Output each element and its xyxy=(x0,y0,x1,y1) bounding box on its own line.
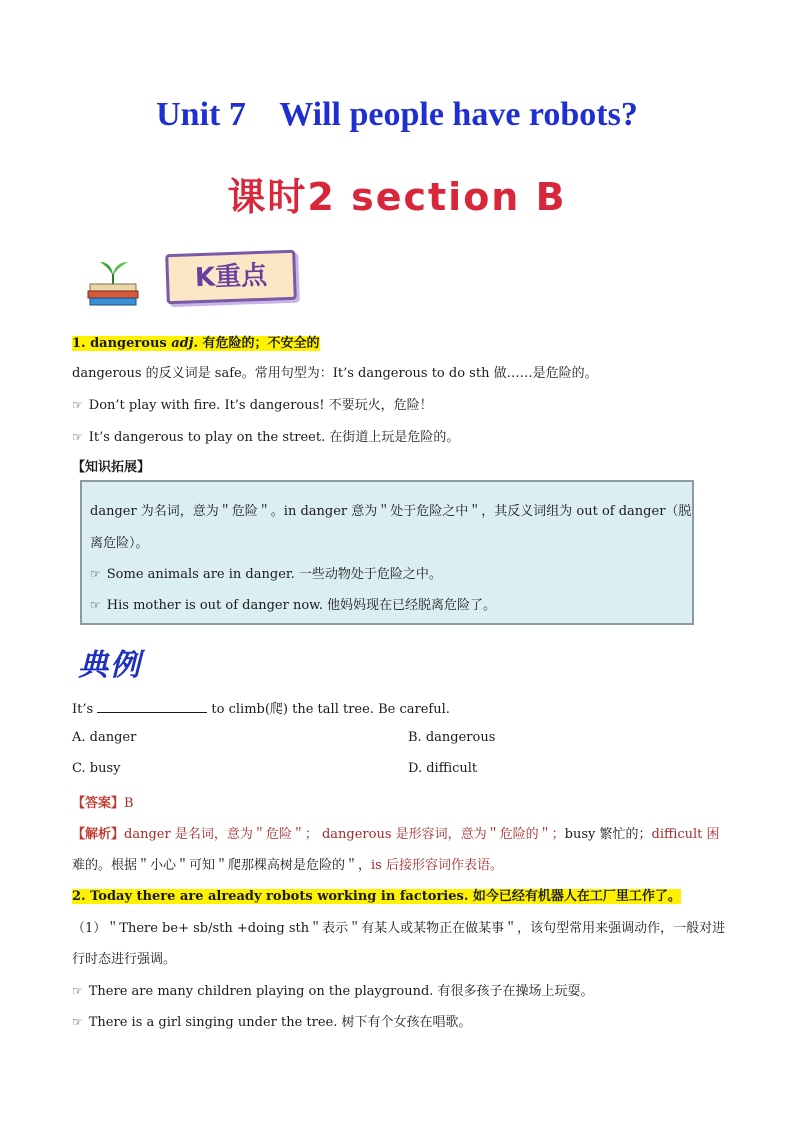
pointing-hand-icon: ☞ xyxy=(72,398,83,412)
item1-heading: 1. dangerous adj. 有危险的；不安全的 xyxy=(72,336,320,351)
box-example-1: ☞ Some animals are in danger. 一些动物处于危险之中。 xyxy=(90,567,442,582)
analysis-line-1: 【解析】danger 是名词，意为＂危险＂； dangerous 是形容词，意为＂危险的＂；busy 繁忙的；difficult 困 xyxy=(72,827,720,842)
pointing-hand-icon: ☞ xyxy=(90,598,101,612)
knowledge-extension-label: 【知识拓展】 xyxy=(72,460,151,475)
knowledge-extension-box xyxy=(80,480,694,625)
pointing-hand-icon: ☞ xyxy=(72,1015,83,1029)
item2-note-1: （1）＂There be+ sb/sth +doing sth＂表示＂有某人或某物正在做某事＂，该句型常用来强调动作，一般对进 xyxy=(72,921,726,936)
item1-note: dangerous 的反义词是 safe。常用句型为：It’s dangerous to do sth 做……是危险的。 xyxy=(72,366,598,381)
item1-example-2: ☞ It’s dangerous to play on the street. 在街道上玩是危险的。 xyxy=(72,430,460,445)
box-example-2: ☞ His mother is out of danger now. 他妈妈现在已经脱离危险了。 xyxy=(90,598,496,613)
option-b: B. dangerous xyxy=(408,730,496,745)
box-line-1: danger 为名词，意为＂危险＂。in danger 意为＂处于危险之中＂，其反义词组为 out of danger（脱 xyxy=(90,504,692,519)
item2-heading: 2. Today there are already robots working in factories. 如今已经有机器人在工厂里工作了。 xyxy=(72,889,681,904)
item2-example-1: ☞ There are many children playing on the playground. 有很多孩子在操场上玩耍。 xyxy=(72,984,594,999)
pointing-hand-icon: ☞ xyxy=(72,430,83,444)
item2-example-2: ☞ There is a girl singing under the tree. 树下有个女孩在唱歌。 xyxy=(72,1015,472,1030)
question-sentence: It’s to climb(爬) the tall tree. Be careful. xyxy=(72,702,450,717)
books-icon xyxy=(86,256,140,308)
answer-blank xyxy=(97,700,207,713)
item1-example-1: ☞ Don’t play with fire. It’s dangerous! 不要玩火，危险！ xyxy=(72,398,433,413)
pointing-hand-icon: ☞ xyxy=(90,567,101,581)
analysis-line-2: 难的。根据＂小心＂可知＂爬那棵高树是危险的＂，is 后接形容词作表语。 xyxy=(72,858,503,873)
option-d: D. difficult xyxy=(408,761,478,776)
page-subtitle: 课时2 section B xyxy=(227,175,567,219)
answer-line: 【答案】B xyxy=(72,796,134,811)
box-line-2: 离危险）。 xyxy=(90,536,149,551)
pointing-hand-icon: ☞ xyxy=(72,984,83,998)
example-logo: 典例 xyxy=(78,648,142,683)
page-title: Unit 7 Will people have robots? xyxy=(156,96,638,133)
item2-note-2: 行时态进行强调。 xyxy=(72,952,177,967)
option-a: A. danger xyxy=(72,730,137,745)
key-points-badge: K重点 xyxy=(165,250,297,305)
option-c: C. busy xyxy=(72,761,121,776)
